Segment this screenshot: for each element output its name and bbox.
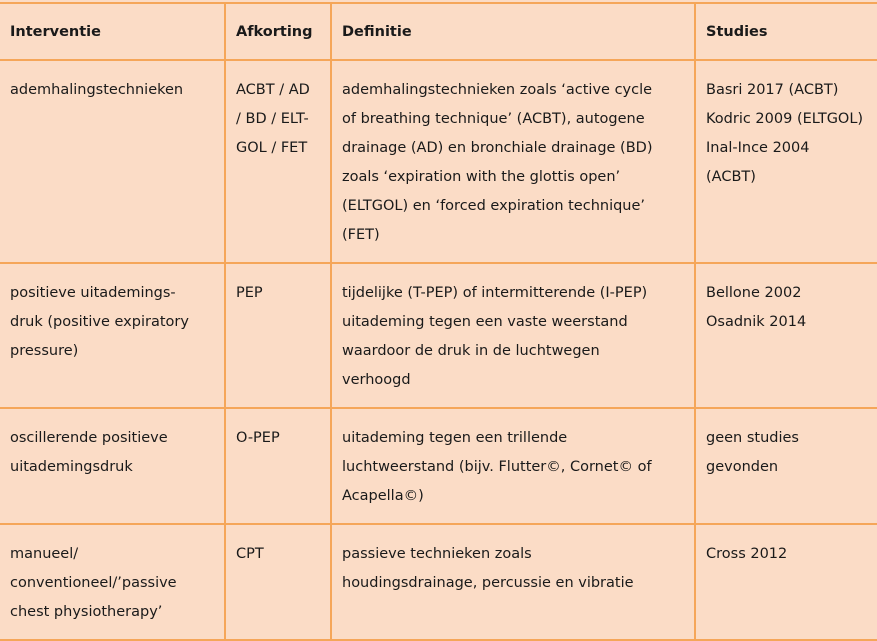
cell-line: ademhalingstechnieken — [10, 82, 184, 98]
cell-line: druk (positive expiratory — [10, 314, 189, 330]
table-row — [0, 263, 877, 408]
interventions-table — [0, 2, 877, 641]
cell-line: Cross 2012 — [706, 546, 788, 562]
cell-line: ademhalingstechnieken zoals ‘active cycle — [342, 82, 653, 98]
cell-interventie — [0, 524, 225, 640]
cell-line: Inal-Ince 2004 — [706, 140, 810, 156]
cell-line: verhoogd — [342, 372, 411, 388]
cell-definitie — [331, 408, 695, 524]
cell-line: (FET) — [342, 227, 380, 243]
cell-interventie — [0, 263, 225, 408]
cell-line: Basri 2017 (ACBT) — [706, 82, 839, 98]
cell-line: (ELTGOL) en ‘forced expiration technique’ — [342, 198, 646, 214]
cell-line: Bellone 2002 — [706, 285, 802, 301]
cell-line: Acapella©) — [342, 488, 424, 504]
cell-studies — [695, 524, 877, 640]
cell-afkorting — [225, 263, 331, 408]
table-row — [0, 524, 877, 640]
cell-line: pressure) — [10, 343, 79, 359]
cell-interventie — [0, 60, 225, 263]
cell-line: waardoor de druk in de luchtwegen — [342, 343, 600, 359]
cell-definitie — [331, 524, 695, 640]
cell-line: passieve technieken zoals — [342, 546, 532, 562]
cell-definitie — [331, 60, 695, 263]
cell-studies — [695, 263, 877, 408]
cell-afkorting — [225, 524, 331, 640]
cell-studies — [695, 408, 877, 524]
cell-afkorting — [225, 408, 331, 524]
cell-line: ACBT / AD — [236, 82, 310, 98]
cell-line: / BD / ELT- — [236, 111, 309, 127]
cell-line: gevonden — [706, 459, 779, 475]
header-studies: Studies — [695, 3, 877, 60]
cell-line: houdingsdrainage, percussie en vibratie — [342, 575, 634, 591]
cell-line: zoals ‘expiration with the glottis open’ — [342, 169, 621, 185]
header-interventie: Interventie — [0, 3, 225, 60]
cell-line: tijdelijke (T-PEP) of intermitterende (I-PEP) — [342, 285, 648, 301]
cell-line: of breathing technique’ (ACBT), autogene — [342, 111, 645, 127]
cell-studies — [695, 60, 877, 263]
cell-line: luchtweerstand (bijv. Flutter©, Cornet© of — [342, 459, 652, 475]
header-definitie: Definitie — [331, 3, 695, 60]
cell-line: uitademing tegen een vaste weerstand — [342, 314, 628, 330]
table-header-row — [0, 3, 877, 60]
cell-line: uitademing tegen een trillende — [342, 430, 568, 446]
cell-line: oscillerende positieve — [10, 430, 168, 446]
cell-line: O-PEP — [236, 430, 280, 446]
table-row — [0, 60, 877, 263]
cell-line: uitademingsdruk — [10, 459, 133, 475]
cell-line: CPT — [236, 546, 264, 562]
cell-line: geen studies — [706, 430, 799, 446]
cell-line: positieve uitademings- — [10, 285, 176, 301]
cell-line: conventioneel/’passive — [10, 575, 177, 591]
cell-line: (ACBT) — [706, 169, 756, 185]
cell-definitie — [331, 263, 695, 408]
header-afkorting: Afkorting — [225, 3, 331, 60]
cell-line: drainage (AD) en bronchiale drainage (BD) — [342, 140, 653, 156]
cell-line: Kodric 2009 (ELTGOL) — [706, 111, 864, 127]
table-row — [0, 408, 877, 524]
cell-line: GOL / FET — [236, 140, 308, 156]
cell-interventie — [0, 408, 225, 524]
cell-line: Osadnik 2014 — [706, 314, 807, 330]
cell-afkorting — [225, 60, 331, 263]
cell-line: chest physiotherapy’ — [10, 604, 163, 620]
cell-line: manueel/ — [10, 546, 79, 562]
cell-line: PEP — [236, 285, 263, 301]
